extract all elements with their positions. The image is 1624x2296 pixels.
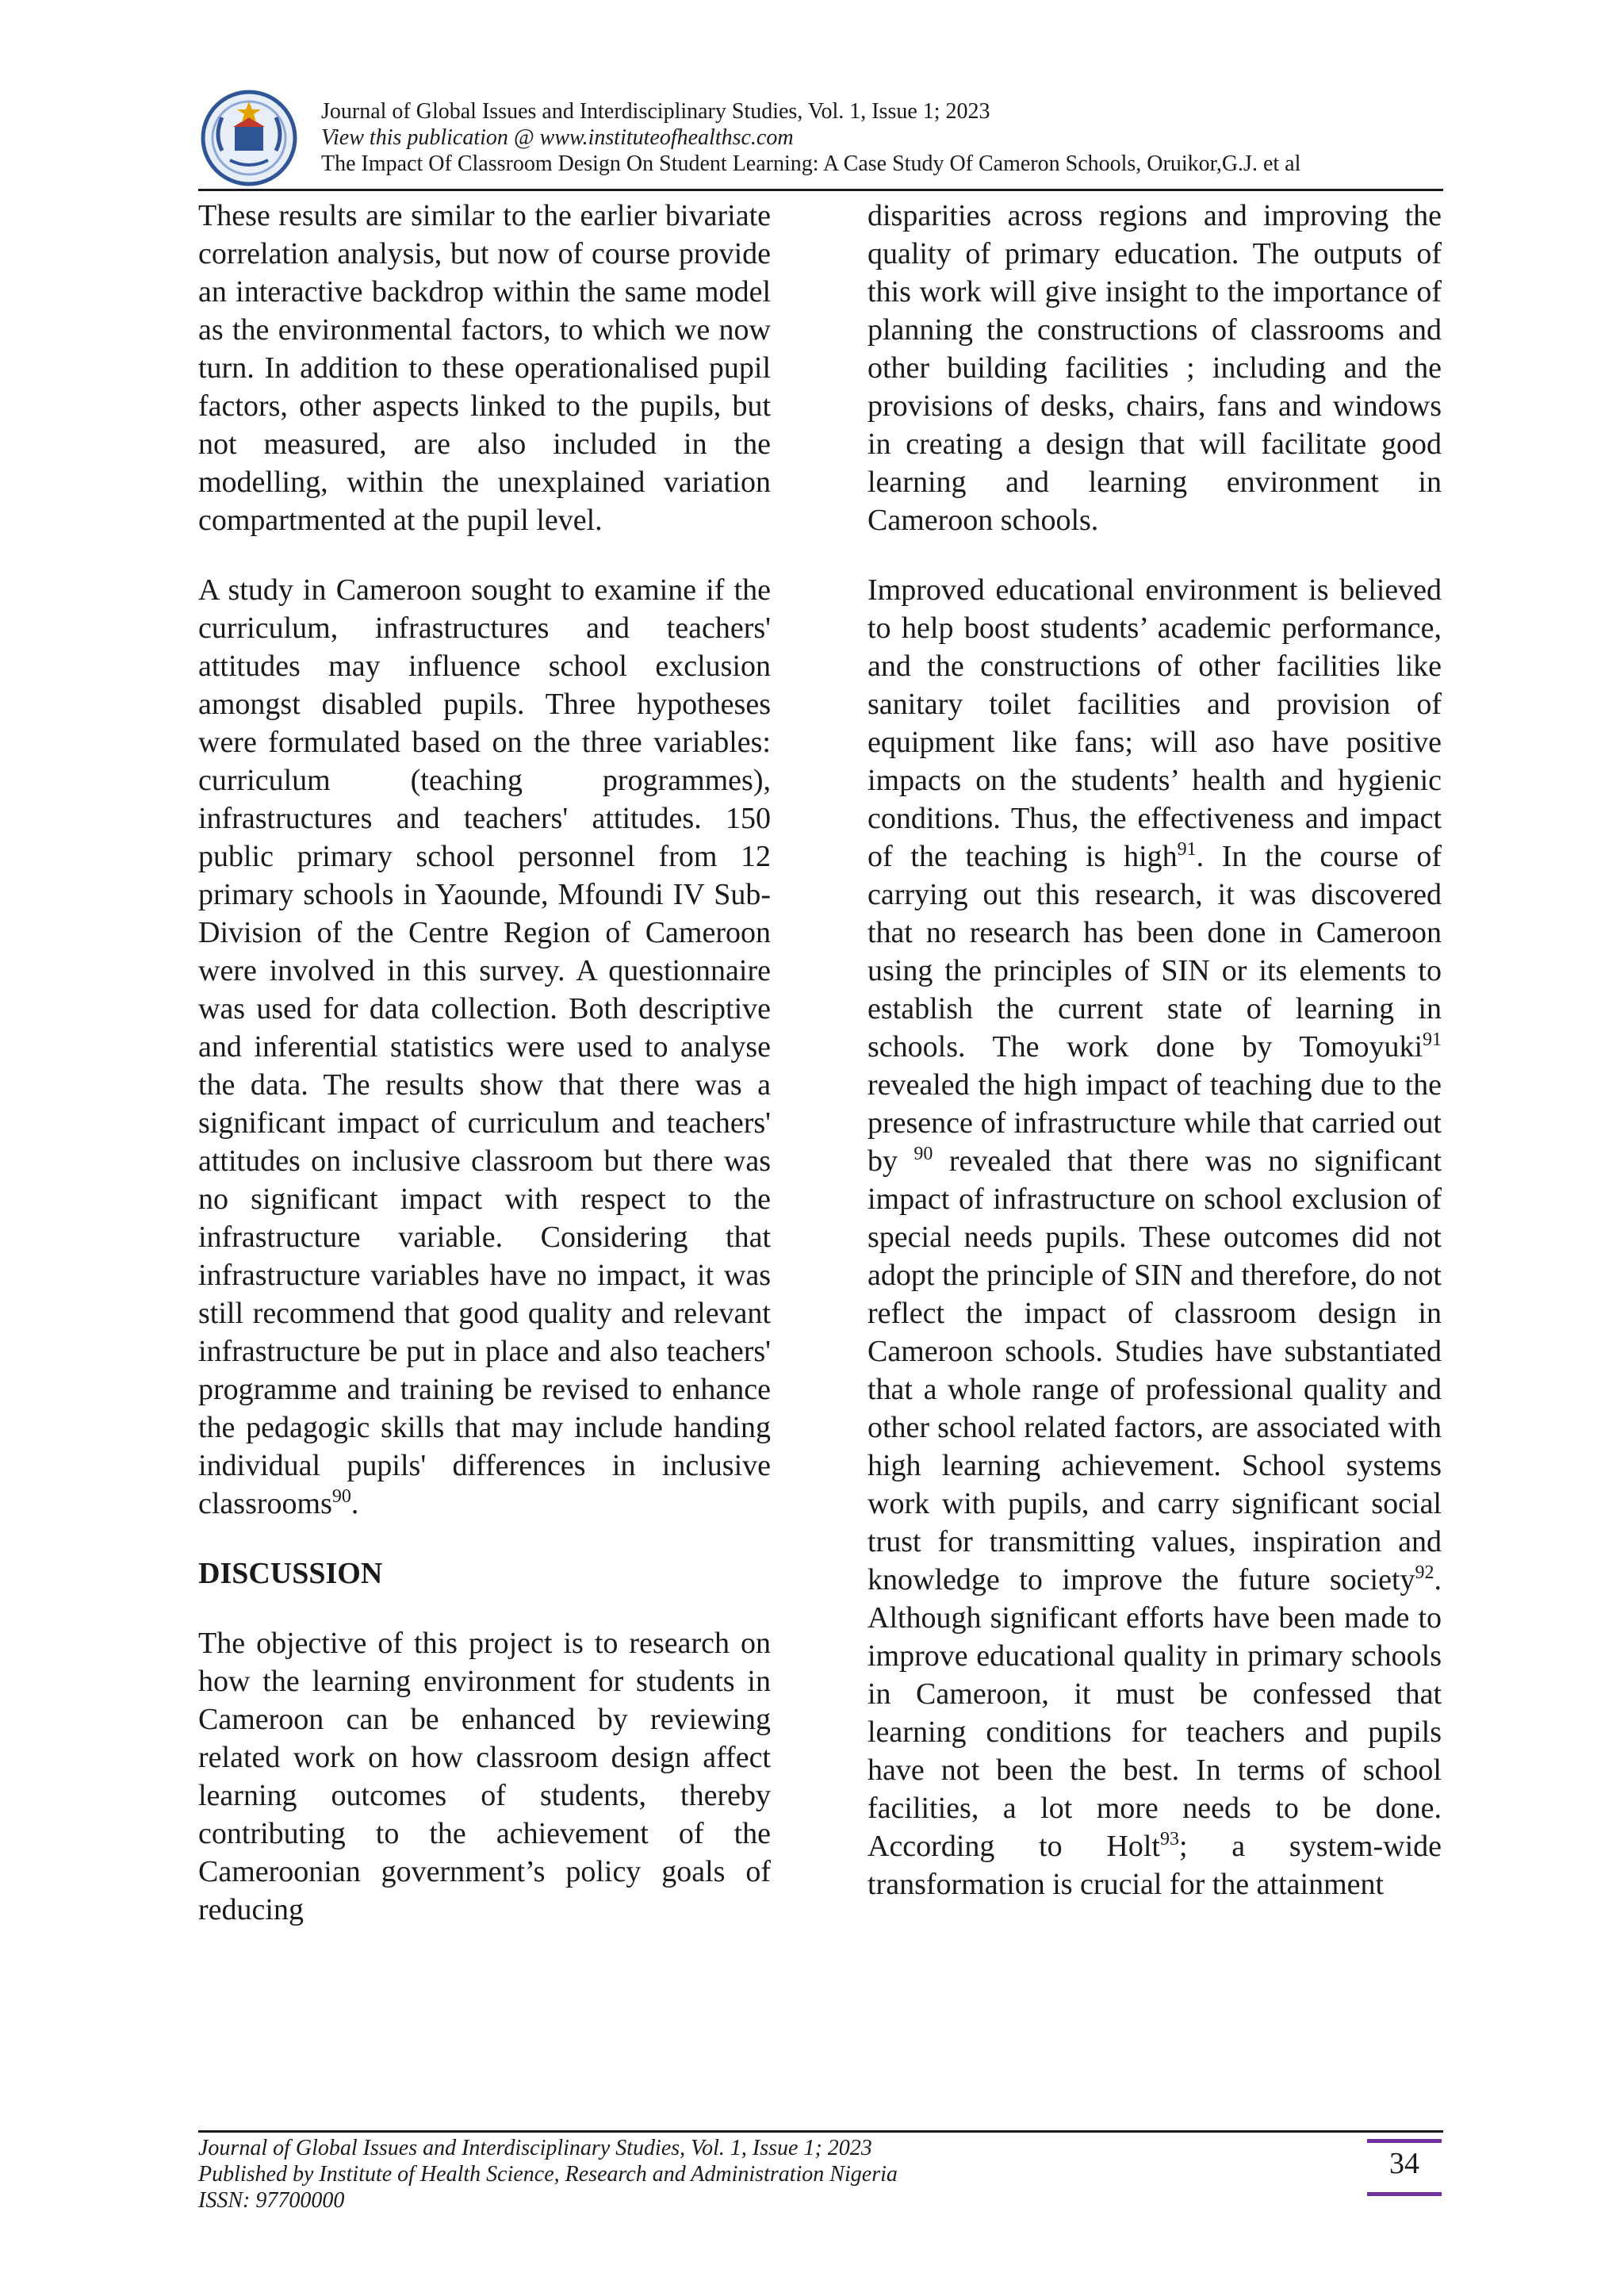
section-heading: DISCUSSION [198,1557,383,1590]
paragraph: These results are similar to the earlier bivariate correlation analysis, but now of course provide an interactive backdrop within the same model as the environmental factors, to which we now turn. In addition to these operationalised pupil factors, other aspects linked to the pupils, but not measured, are also included in the modelling, within the unexplained variation compartmented at the pupil level. [198,199,771,537]
citation-ref: 90 [331,1486,351,1507]
page-number: 34 [1389,2147,1419,2180]
paragraph: disparities across regions and improving the quality of primary education. The outputs of this work will give insight to the importance of planning the constructions of classrooms and other building facilities ; including and the provisions of desks, chairs, fans and windows in creating a design that will facilitate good learning and learning environment in Cameroon schools. [868,199,1442,537]
footer [198,2135,1229,2214]
institute-logo [198,87,300,189]
citation-ref: 92 [1415,1562,1434,1583]
citation-ref: 93 [1160,1829,1179,1849]
header [321,98,1447,177]
left-column [198,197,771,1929]
header-divider [198,189,1443,191]
header-journal: Journal of Global Issues and Interdisciplinary Studies, Vol. 1, Issue 1; 2023 [321,99,990,124]
right-column [868,197,1442,1903]
citation-ref: 90 [914,1144,933,1164]
citation-ref: 91 [1177,839,1197,860]
header-article-title: The Impact Of Classroom Design On Student Learning: A Case Study Of Cameron Schools, Oruikor,G.J. et al [321,151,1301,176]
footer-issn: ISSN: 97700000 [198,2188,345,2213]
footer-divider [198,2130,1443,2133]
paragraph: Improved educational environment is believed to help boost students’ academic performance, and the constructions of other facilities like sanitary toilet facilities and provision of equipment like fans; will aso have positive impacts on the students’ health and hygienic conditions. Thus, the effectiveness and impact of the teaching is high$^{91}$. In the course of carrying out this research, it was discovered that no research has been done in Cameroon using the principles of SIN or its elements to establish the current state of learning in schools. The work done by Tomoyuki$^{91}$ revealed the high impact of teaching due to the presence of infrastructure while that carried out by $^{90}$ revealed that there was no significant impact of infrastructure on school exclusion of special needs pupils. These outcomes did not adopt the principle of SIN and therefore, do not reflect the impact of classroom design in Cameroon schools. Studies have substantiated that a whole range of professional quality and other school related factors, are associated with high learning achievement. School systems work with pupils, and carry significant social trust for transmitting values, inspiration and knowledge to improve the future society$^{92}$. Although significant efforts have been made to improve educational quality in primary schools in Cameroon, it must be confessed that learning conditions for teachers and pupils have not been the best. In terms of school facilities, a lot more needs to be done. According to Holt$^{93}$; a system-wide transformation is crucial for the attainment [868,573,1442,1901]
footer-journal: Journal of Global Issues and Interdisciplinary Studies, Vol. 1, Issue 1; 2023 [198,2136,872,2160]
paragraph: The objective of this project is to research on how the learning environment for students in Cameroon can be enhanced by reviewing related work on how classroom design affect learning outcomes of students, thereby contributing to the achievement of the Cameroonian government’s policy goals of reducing [198,1627,771,1926]
citation-ref: 91 [1423,1029,1442,1050]
paragraph: A study in Cameroon sought to examine if the curriculum, infrastructures and teachers' attitudes may influence school exclusion amongst disabled pupils. Three hypotheses were formulated based on the three variables: curriculum (teaching programmes), infrastructures and teachers' attitudes. 150 public primary school personnel from 12 primary schools in Yaounde, Mfoundi IV Sub-Division of the Centre Region of Cameroon were involved in this survey. A questionnaire was used for data collection. Both descriptive and inferential statistics were used to analyse the data. The results show that there was a significant impact of curriculum and teachers' attitudes on inclusive classroom but there was no significant impact with respect to the infrastructure variable. Considering that infrastructure variables have no impact, it was still recommend that good quality and relevant infrastructure be put in place and also teachers' programme and training be revised to enhance the pedagogic skills that may include handing individual pupils' differences in inclusive classrooms$^{90}$. [198,573,771,1520]
footer-publisher: Published by Institute of Health Science, Research and Administration Nigeria [198,2162,898,2187]
header-website: View this publication @ www.instituteofhealthsc.com [321,125,794,150]
